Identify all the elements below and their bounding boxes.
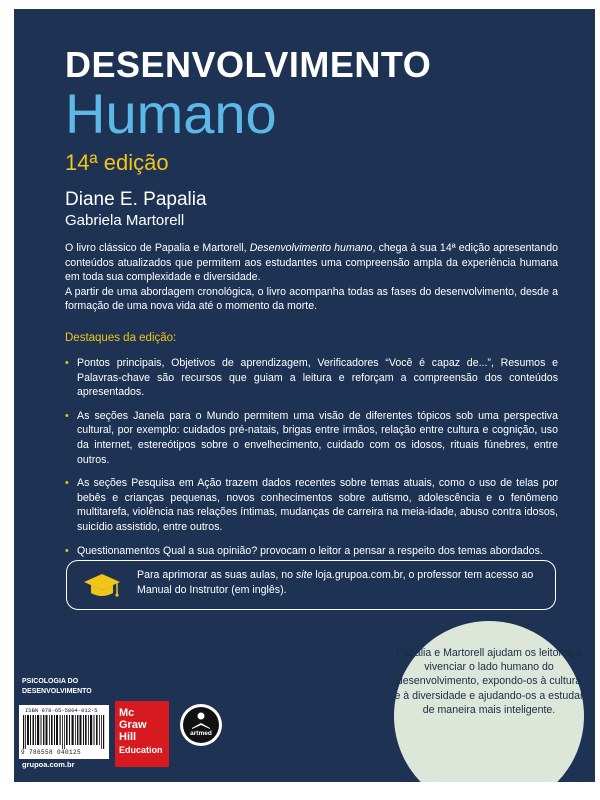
highlight-item [65, 476, 558, 534]
barcode-bars-icon [23, 715, 105, 749]
subject-label-line1: PSICOLOGIA DO [22, 678, 79, 685]
artmed-logo [180, 704, 222, 746]
intro-p1-end: , chega à sua 14ª edição apresentando conteúdos atualizados que permitem aos estudantes uma compreensão ampla da experiência humana em toda sua complexidade e diversidade. [65, 242, 558, 284]
instructor-box [66, 560, 556, 610]
instructor-text-start: Para aprimorar as suas aulas, no [137, 569, 296, 581]
author-secondary: Gabriela Martorell [65, 212, 185, 229]
intro-text [65, 241, 558, 314]
intro-paragraph-2: A partir de uma abordagem cronológica, o livro acompanha todas as fases do desenvolvimento, desde a formação de uma nova vida até o momento da morte. [65, 285, 558, 313]
back-cover [14, 9, 595, 782]
intro-p1-book-title: Desenvolvimento humano [249, 242, 373, 254]
mcgraw-logo-line1: Mc [119, 707, 135, 719]
mcgraw-logo-line3: Hill [119, 731, 137, 743]
artmed-label: artmed [190, 730, 212, 737]
subject-label-line2: DESENVOLVIMENTO [22, 688, 92, 695]
bullet-icon: • [65, 409, 69, 422]
bullet-icon: • [65, 477, 69, 490]
mcgraw-logo-line2: Graw [119, 719, 147, 731]
quote-circle [394, 621, 584, 782]
highlights-title: Destaques da edição: [65, 332, 177, 344]
artmed-logo-badge [183, 707, 219, 743]
bullet-icon: • [65, 357, 69, 369]
instructor-text-site: site [295, 569, 313, 581]
book-title-line2: Humano [65, 82, 277, 145]
mcgraw-hill-logo [115, 701, 169, 767]
intro-p1-start: O livro clássico de Papalia e Martorell, [65, 242, 250, 254]
barcode-digits: 9 786558 040125 [21, 749, 82, 756]
highlight-item [65, 409, 558, 467]
barcode [19, 705, 109, 759]
highlight-text: As seções Pesquisa em Ação trazem dados recentes sobre temas atuais, como o uso de telas por bebês e crianças pequenas, novos conhecimentos sobre autismo, adolescência e o fenômeno multitarefa, violência nas relações íntimas, mudanças de carreira na meia-idade, abuso contra idosos, suicídio assistido, entre outros. [77, 477, 558, 533]
highlights-list [65, 356, 558, 567]
book-title-line1: DESENVOLVIMENTO [65, 44, 432, 85]
highlight-item [65, 544, 558, 559]
intro-paragraph-1 [65, 241, 558, 285]
graduation-cap-icon [83, 572, 121, 600]
instructor-text [137, 568, 549, 598]
bullet-icon: • [65, 544, 69, 557]
quote-text: Papalia e Martorell ajudam os leitores a vivenciar o lado humano do desenvolvimento, expondo-os à cultura e à diversidade e ajudando-os a estudar de maneira mais inteligente. [394, 647, 584, 716]
instructor-text-end: loja.grupoa.com.br, o professor tem acesso ao Manual do Instrutor (em inglês). [137, 569, 534, 596]
reader-icon [183, 709, 219, 731]
mcgraw-logo-line4: Education [119, 745, 163, 755]
highlight-text: Pontos principais, Objetivos de aprendizagem, Verificadores “Você é capaz de...”, Resumos e Palavras-chave são recursos que guiam a leitura e reforçam a compreensão dos conteúdos apresentados. [77, 357, 558, 399]
subject-label [22, 677, 92, 697]
edition-label: 14ª edição [65, 150, 169, 175]
isbn-text: ISBN 978-65-5804-012-5 [25, 707, 98, 714]
website-url: grupoa.com.br [22, 760, 75, 769]
highlight-text: As seções Janela para o Mundo permitem uma visão de diferentes tópicos sob uma perspectiva cultural, por exemplo: cuidados pré-natais, brigas entre irmãos, relação entre cultura e cognição, uso da internet, estereótipos sobre o envelhecimento, cuidado com os idosos, rituais fúnebres, entre outros. [77, 409, 558, 466]
author-primary: Diane E. Papalia [65, 189, 207, 210]
highlight-item [65, 356, 558, 400]
highlight-text: Questionamentos Qual a sua opinião? provocam o leitor a pensar a respeito dos temas abordados. [77, 544, 543, 557]
